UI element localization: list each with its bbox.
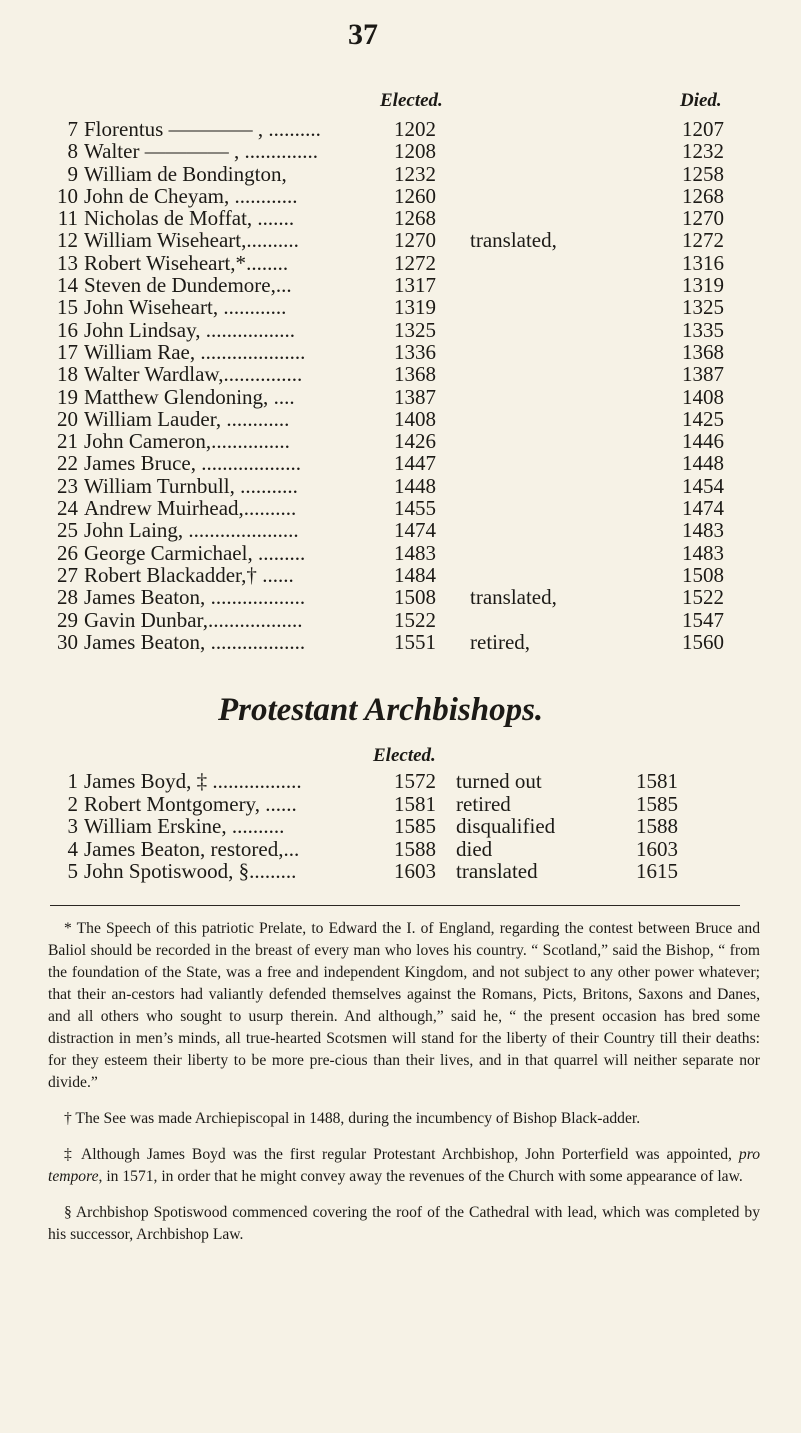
year-elected: 1455 (394, 496, 436, 521)
bishop-name: William de Bondington, (84, 161, 287, 186)
bishop-row (52, 363, 772, 385)
bishop-name: John Wiseheart, (84, 295, 219, 320)
year-died: 1560 (682, 629, 724, 654)
bishop-row (52, 519, 772, 541)
year-died: 1474 (682, 496, 724, 521)
bishop-name: Matthew Glendoning, (84, 384, 269, 409)
bishop-number: 27 (57, 562, 78, 587)
bishop-number: 19 (57, 384, 78, 409)
protestant-archbishops-list (52, 770, 772, 883)
year-died: 1319 (682, 273, 724, 298)
bishop-name: James Beaton, (84, 585, 206, 610)
archbishop-name: John Spotiswood, § (84, 859, 250, 883)
bishop-row (52, 386, 772, 408)
year-died: 1522 (682, 585, 724, 610)
tenure-note: translated, (470, 585, 557, 610)
year-died: 1448 (682, 451, 724, 476)
bishop-name: James Beaton, (84, 629, 206, 654)
year-died: 1508 (682, 562, 724, 587)
year-died: 1387 (682, 362, 724, 387)
year-elected: 1202 (394, 117, 436, 141)
bishop-row (52, 319, 772, 341)
bishop-number: 28 (57, 585, 78, 610)
protestant-elected-header: Elected. (373, 745, 436, 766)
year-elected: 1603 (394, 859, 436, 883)
year-elected: 1208 (394, 139, 436, 164)
year-died: 1316 (682, 250, 724, 275)
year-elected: 1484 (394, 562, 436, 587)
bishop-row (52, 140, 772, 162)
bishop-name: Florentus ———— , (84, 117, 264, 141)
tenure-status: turned out (456, 769, 542, 793)
archbishop-row (52, 770, 772, 793)
leader-dots: .................. (205, 585, 306, 610)
bishop-number: 12 (57, 228, 78, 253)
year-ended: 1581 (636, 769, 678, 793)
tenure-status: died (456, 836, 493, 861)
bishop-number: 14 (57, 273, 78, 298)
year-elected: 1268 (394, 206, 436, 231)
leader-dots: ............ (221, 406, 290, 431)
year-died: 1368 (682, 339, 724, 364)
year-died: 1207 (682, 117, 724, 141)
tenure-status: translated (456, 859, 538, 883)
bishop-name-cell (84, 229, 299, 251)
bishop-row (52, 408, 772, 430)
bishop-name-cell (84, 542, 305, 564)
leader-dots: .............. (239, 139, 318, 164)
leader-dots: .......... (246, 228, 299, 253)
bishop-row (52, 163, 772, 185)
bishops-list (52, 118, 772, 653)
year-elected: 1272 (394, 250, 436, 275)
bishop-number: 23 (57, 473, 78, 498)
year-elected: 1317 (394, 273, 436, 298)
leader-dots: .......... (263, 117, 321, 141)
bishop-number: 20 (57, 406, 78, 431)
leader-dots: ...... (256, 562, 294, 587)
bishop-number: 15 (57, 295, 78, 320)
bishop-row (52, 207, 772, 229)
year-elected: 1408 (394, 406, 436, 431)
archbishop-name: James Beaton, restored, (84, 836, 284, 861)
leader-dots: ................. (200, 317, 295, 342)
bishop-row (52, 185, 772, 207)
footnote-wiseheart-speech: * The Speech of this patriotic Prelate, to Edward the I. of England, regarding the contest between Bruce and Baliol should be recorded in the breast of every man who loves his country. “ Scotland,” said the Bishop, “ from the foundation of the State, was a free and independent Kingdom, and not subject to any other power whatever; that their an-cestors had valiantly defended themselves against the Romans, Picts, Britons, Saxons and Danes, and all others who sought to usurp therein. And although,” said he, “ the present occasion has bred some distraction in men’s minds, all true-hearted Scotsmen will stand for the liberty of their Country till their deaths: for they esteem their liberty to be more pre-cious than their lives, and in that quarrel will neither separate nor divide.” (48, 920, 760, 1091)
year-died: 1272 (682, 228, 724, 253)
bishop-row (52, 118, 772, 140)
bishop-row (52, 586, 772, 608)
leader-dots: ........... (234, 473, 298, 498)
year-died: 1446 (682, 429, 724, 454)
bishop-row (52, 296, 772, 318)
archbishop-number: 4 (67, 836, 78, 861)
bishop-name-cell (84, 408, 289, 430)
archbishop-row (52, 838, 772, 861)
bishop-name-cell (84, 430, 290, 452)
bishop-name-cell (84, 475, 298, 497)
year-ended: 1585 (636, 791, 678, 816)
bishop-row (52, 252, 772, 274)
year-elected: 1447 (394, 451, 436, 476)
bishop-name-cell (84, 497, 296, 519)
leader-dots: ..................... (183, 518, 299, 543)
bishop-name: William Wiseheart, (84, 228, 247, 253)
bishop-row (52, 229, 772, 251)
leader-dots: ................... (195, 451, 301, 476)
year-elected: 1483 (394, 540, 436, 565)
bishop-name-cell (84, 586, 305, 608)
leader-dots: .................. (205, 629, 306, 654)
leader-dots: ... (283, 836, 300, 861)
bishop-number: 11 (57, 206, 78, 231)
year-elected: 1572 (394, 769, 436, 793)
bishop-name: John Lindsay, (84, 317, 201, 342)
footnote-spotiswood-roof: § Archbishop Spotiswood commenced covering the roof of the Cathedral with lead, which was completed by his successor, Archbishop Law. (48, 1204, 760, 1243)
year-elected: 1270 (394, 228, 436, 253)
bishop-row (52, 274, 772, 296)
archbishop-name: James Boyd, ‡ (84, 769, 208, 793)
bishop-number: 17 (57, 339, 78, 364)
bishop-name-cell (84, 118, 321, 140)
bishop-row (52, 542, 772, 564)
bishop-name: William Lauder, (84, 406, 222, 431)
year-elected: 1260 (394, 183, 436, 208)
leader-dots: ......... (252, 540, 306, 565)
leader-dots: .......... (226, 814, 285, 838)
leader-dots: .................. (207, 607, 303, 632)
bishop-name: Walter ———— , (84, 139, 240, 164)
archbishop-name: Robert Montgomery, (84, 791, 260, 816)
year-died: 1325 (682, 295, 724, 320)
bishop-name-cell (84, 207, 294, 229)
year-elected: 1585 (394, 814, 436, 838)
tenure-note: retired, (470, 629, 531, 654)
year-died: 1425 (682, 406, 724, 431)
bishop-name: John de Cheyam, (84, 183, 230, 208)
bishop-name-cell (84, 163, 287, 185)
leader-dots: ................. (207, 769, 302, 793)
year-elected: 1336 (394, 339, 436, 364)
year-elected: 1588 (394, 836, 436, 861)
bishop-name: Gavin Dunbar, (84, 607, 208, 632)
bishop-row (52, 430, 772, 452)
bishop-name-cell (84, 319, 295, 341)
bishop-name: Andrew Muirhead, (84, 496, 244, 521)
archbishop-row (52, 793, 772, 816)
bishop-number: 16 (57, 317, 78, 342)
year-elected: 1319 (394, 295, 436, 320)
bishop-name: Robert Wiseheart,* (84, 250, 247, 275)
bishop-name: Nicholas de Moffat, (84, 206, 253, 231)
archbishop-row (52, 860, 772, 883)
year-elected: 1232 (394, 161, 436, 186)
tenure-note: translated, (470, 228, 557, 253)
bishop-name: William Turnbull, (84, 473, 235, 498)
bishop-name: George Carmichael, (84, 540, 253, 565)
bishop-name-cell (84, 185, 297, 207)
bishop-row (52, 609, 772, 631)
bishop-number: 26 (57, 540, 78, 565)
year-died: 1232 (682, 139, 724, 164)
year-elected: 1368 (394, 362, 436, 387)
year-ended: 1603 (636, 836, 678, 861)
archbishop-row (52, 815, 772, 838)
year-ended: 1588 (636, 814, 678, 838)
year-elected: 1325 (394, 317, 436, 342)
leader-dots: ............... (223, 362, 303, 387)
leader-dots: ....... (252, 206, 295, 231)
bishop-name: Walter Wardlaw, (84, 362, 224, 387)
year-elected: 1581 (394, 791, 436, 816)
bishop-row (52, 452, 772, 474)
bishop-row (52, 564, 772, 586)
bishop-number: 22 (57, 451, 78, 476)
year-died: 1268 (682, 183, 724, 208)
leader-dots: ...... (259, 791, 297, 816)
archbishop-number: 5 (67, 859, 78, 883)
bishop-name-cell (84, 363, 302, 385)
archbishop-name-cell (84, 793, 297, 816)
leader-dots: ............... (211, 429, 290, 454)
leader-dots: .......... (243, 496, 297, 521)
bishop-name-cell (84, 386, 295, 408)
leader-dots: ........ (246, 250, 289, 275)
archbishop-number: 2 (67, 791, 78, 816)
year-died: 1454 (682, 473, 724, 498)
bishop-row (52, 631, 772, 653)
bishop-name: Steven de Dundemore, (84, 273, 276, 298)
archbishop-name-cell (84, 815, 284, 838)
footnote-archiepiscopal-see: † The See was made Archiepiscopal in 1488, during the incumbency of Bishop Black-adder. (64, 1110, 641, 1127)
bishop-row (52, 497, 772, 519)
bishop-name-cell (84, 564, 294, 586)
bishop-number: 25 (57, 518, 78, 543)
bishop-row (52, 475, 772, 497)
bishop-number: 8 (67, 139, 78, 164)
year-elected: 1551 (394, 629, 436, 654)
bishop-name-cell (84, 296, 286, 318)
bishop-name: William Rae, (84, 339, 196, 364)
leader-dots: ......... (249, 859, 297, 883)
year-died: 1335 (682, 317, 724, 342)
archbishop-number: 3 (67, 814, 78, 838)
year-died: 1483 (682, 518, 724, 543)
page-number: 37 (348, 18, 378, 51)
bishop-number: 29 (57, 607, 78, 632)
bishop-name-cell (84, 519, 299, 541)
leader-dots: ... (275, 273, 292, 298)
year-elected: 1387 (394, 384, 436, 409)
leader-dots: ............ (218, 295, 287, 320)
year-elected: 1508 (394, 585, 436, 610)
leader-dots: .... (268, 384, 295, 409)
protestant-archbishops-heading: Protestant Archbishops. (218, 692, 544, 728)
year-died: 1483 (682, 540, 724, 565)
elected-column-header: Elected. (380, 90, 443, 111)
footnote-james-boyd: ‡ Although James Boyd was the first regular Protestant Archbishop, John Porterfield was appointed, pro tempore, in 1571, in order that he might convey away the revenues of the Church with some appearance of law. (48, 1146, 760, 1185)
bishop-name: John Laing, (84, 518, 184, 543)
bishop-row (52, 341, 772, 363)
bishop-name: John Cameron, (84, 429, 212, 454)
archbishop-name-cell (84, 770, 302, 793)
bishop-name: Robert Blackadder,† (84, 562, 257, 587)
died-column-header: Died. (680, 90, 722, 111)
bishop-name-cell (84, 452, 301, 474)
year-elected: 1522 (394, 607, 436, 632)
bishop-number: 24 (57, 496, 78, 521)
tenure-status: disqualified (456, 814, 556, 838)
archbishop-number: 1 (67, 769, 78, 793)
leader-dots: .................... (195, 339, 306, 364)
bishop-number: 18 (57, 362, 78, 387)
year-died: 1547 (682, 607, 724, 632)
bishop-number: 21 (57, 429, 78, 454)
bishop-name-cell (84, 609, 302, 631)
year-ended: 1615 (636, 859, 678, 883)
archbishop-name: William Erskine, (84, 814, 227, 838)
bishop-number: 9 (67, 161, 78, 186)
bishop-name-cell (84, 140, 318, 162)
footnotes (48, 918, 760, 1260)
year-died: 1270 (682, 206, 724, 231)
year-died: 1258 (682, 161, 724, 186)
archbishop-name-cell (84, 838, 299, 861)
bishop-name-cell (84, 631, 305, 653)
year-elected: 1448 (394, 473, 436, 498)
footnote-divider (50, 905, 740, 906)
bishop-name-cell (84, 252, 288, 274)
year-elected: 1474 (394, 518, 436, 543)
bishop-name: James Bruce, (84, 451, 196, 476)
bishop-number: 10 (57, 183, 78, 208)
leader-dots: ............ (229, 183, 298, 208)
bishop-name-cell (84, 341, 305, 363)
year-died: 1408 (682, 384, 724, 409)
year-elected: 1426 (394, 429, 436, 454)
bishop-number: 7 (67, 117, 78, 141)
archbishop-name-cell (84, 860, 296, 883)
bishop-number: 13 (57, 250, 78, 275)
tenure-status: retired (456, 791, 511, 816)
bishop-number: 30 (57, 629, 78, 654)
bishop-name-cell (84, 274, 292, 296)
